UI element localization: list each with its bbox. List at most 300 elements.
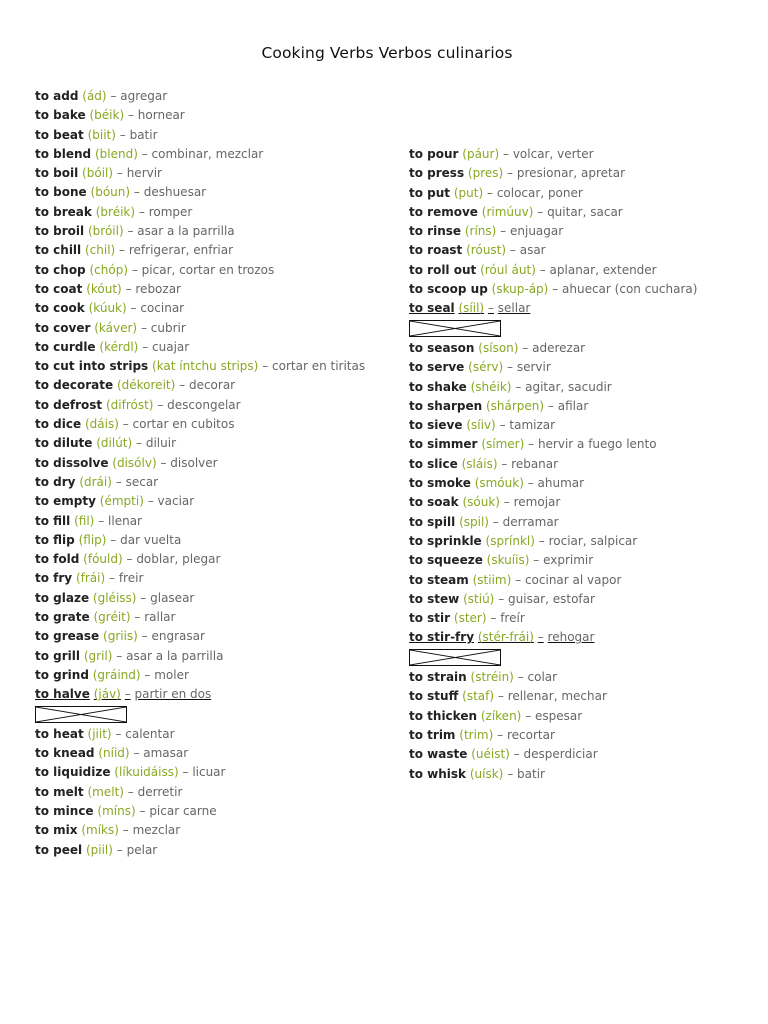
separator-dash: – <box>140 590 147 605</box>
separator-dash: – <box>119 127 126 142</box>
verb-term: to mix <box>35 823 78 838</box>
verb-term: to chop <box>35 262 86 277</box>
verb-pronunciation: (piil) <box>85 842 113 857</box>
verb-entry <box>35 145 365 164</box>
verb-term: to beat <box>35 127 84 142</box>
verb-translation: partir en dos <box>134 687 212 702</box>
verb-pronunciation: (dáis) <box>84 417 119 432</box>
verb-translation: guisar, estofar <box>508 591 595 606</box>
verb-term: to pour <box>409 147 459 161</box>
verb-entry <box>35 783 365 802</box>
separator-dash: – <box>133 746 140 761</box>
verb-term: to grill <box>35 648 81 663</box>
verb-term: to dice <box>35 417 82 432</box>
verb-entry <box>35 744 365 763</box>
verb-entry <box>409 609 697 628</box>
verb-entry <box>409 145 697 164</box>
verb-translation: combinar, mezclar <box>151 146 264 161</box>
verb-translation: rociar, salpicar <box>548 533 638 548</box>
verb-translation: agitar, sacudir <box>525 379 612 394</box>
separator-dash: – <box>497 727 504 742</box>
verb-pronunciation: (disólv) <box>112 455 157 470</box>
verb-entry <box>35 106 365 125</box>
verb-term: to whisk <box>409 766 467 781</box>
image-placeholder <box>409 320 697 339</box>
verb-entry <box>409 203 697 222</box>
verb-term: to blend <box>35 146 92 161</box>
verb-entry <box>409 745 697 764</box>
verb-term: to flip <box>35 532 75 547</box>
verb-term: to stir-fry <box>409 630 475 645</box>
verb-translation: asar a la parrilla <box>126 648 224 663</box>
verb-entry <box>35 280 365 299</box>
separator-dash: – <box>538 533 545 548</box>
separator-dash: – <box>122 823 129 838</box>
verb-pronunciation: (fóuld) <box>83 552 123 567</box>
separator-dash: – <box>124 687 131 702</box>
verb-translation: cuajar <box>152 339 190 354</box>
verb-translation: descongelar <box>167 397 241 412</box>
verb-term: to scoop up <box>409 282 488 297</box>
verb-translation: rebozar <box>135 281 181 296</box>
verb-term: to seal <box>409 301 455 316</box>
separator-dash: – <box>130 301 137 316</box>
verb-pronunciation: (kúuk) <box>88 301 127 316</box>
verb-term: to smoke <box>409 476 471 491</box>
verb-term: to simmer <box>409 437 478 452</box>
separator-dash: – <box>513 747 520 762</box>
separator-dash: – <box>116 842 123 857</box>
verb-term: to dilute <box>35 436 93 451</box>
separator-dash: – <box>116 648 123 663</box>
verb-translation: freir <box>118 571 144 586</box>
separator-dash: – <box>499 418 506 433</box>
verb-pronunciation: (káver) <box>94 320 138 335</box>
verb-term: to grind <box>35 667 89 682</box>
verb-entry <box>35 647 365 666</box>
verb-term: to roast <box>409 243 463 258</box>
verb-entry <box>409 590 697 609</box>
verb-term: to empty <box>35 494 96 509</box>
verb-translation: dar vuelta <box>120 532 182 547</box>
verb-entry <box>35 415 365 434</box>
verb-pronunciation: (páur) <box>462 147 500 161</box>
verb-term: to trim <box>409 727 456 742</box>
verb-term: to stew <box>409 591 460 606</box>
verb-translation: recortar <box>506 727 555 742</box>
verb-translation: calentar <box>125 726 175 741</box>
verb-entry <box>35 164 365 183</box>
separator-dash: – <box>503 495 510 510</box>
verb-pronunciation: (síil) <box>458 301 485 316</box>
verb-entry <box>409 397 697 416</box>
separator-dash: – <box>138 204 145 219</box>
verb-entry <box>409 358 697 377</box>
verb-entry <box>409 493 697 512</box>
verb-term: to fry <box>35 571 73 586</box>
verb-term: to strain <box>409 670 467 685</box>
separator-dash: – <box>119 243 126 258</box>
verb-pronunciation: (bréik) <box>95 204 136 219</box>
separator-dash: – <box>486 185 493 200</box>
verb-pronunciation: (griis) <box>103 629 138 644</box>
verb-translation: cocinar <box>140 301 185 316</box>
separator-dash: – <box>140 320 147 335</box>
verb-pronunciation: (zíken) <box>480 708 522 723</box>
separator-dash: – <box>136 436 143 451</box>
verb-pronunciation: (blend) <box>94 146 138 161</box>
verb-pronunciation: (sláis) <box>461 456 498 471</box>
separator-dash: – <box>131 262 138 277</box>
separator-dash: – <box>527 476 534 491</box>
verb-pronunciation: (bóun) <box>90 185 131 200</box>
verb-entry <box>35 666 365 685</box>
separator-dash: – <box>141 146 148 161</box>
verb-translation: diluir <box>145 436 177 451</box>
verb-translation: presionar, apretar <box>516 166 626 181</box>
verb-translation: hervir a fuego lento <box>537 437 657 452</box>
verb-translation: hervir <box>126 166 162 181</box>
verb-pronunciation: (sérv) <box>468 360 504 375</box>
verb-entry <box>409 164 697 183</box>
verb-entry <box>409 668 697 687</box>
separator-dash: – <box>116 166 123 181</box>
verb-pronunciation: (gléiss) <box>92 590 137 605</box>
verb-term: to sieve <box>409 418 463 433</box>
verb-entry <box>409 474 697 493</box>
verb-translation: romper <box>148 204 193 219</box>
separator-dash: – <box>141 629 148 644</box>
verb-entry <box>35 261 365 280</box>
verb-term: to mince <box>35 803 94 818</box>
verb-pronunciation: (bróil) <box>87 224 124 239</box>
separator-dash: – <box>110 89 117 103</box>
verb-pronunciation: (fil) <box>74 513 95 528</box>
separator-dash: – <box>492 514 499 529</box>
separator-dash: – <box>497 689 504 704</box>
verb-term: to steam <box>409 572 469 587</box>
verb-entry <box>409 435 697 454</box>
verb-pronunciation: (stréin) <box>470 670 514 685</box>
verb-term: to defrost <box>35 397 103 412</box>
verb-pronunciation: (bóil) <box>82 166 114 181</box>
image-placeholder <box>35 706 365 725</box>
verb-pronunciation: (spil) <box>459 514 489 529</box>
separator-dash: – <box>552 282 559 297</box>
verb-term: to slice <box>409 456 458 471</box>
verb-entry <box>35 376 365 395</box>
broken-image-icon <box>35 706 127 723</box>
separator-dash: – <box>122 417 129 432</box>
verb-term: to heat <box>35 726 84 741</box>
verb-translation: picar, cortar en trozos <box>141 262 275 277</box>
verb-translation: cocinar al vapor <box>524 572 622 587</box>
verb-term: to bone <box>35 185 87 200</box>
verb-pronunciation: (rimúuv) <box>481 204 534 219</box>
separator-dash: – <box>127 784 134 799</box>
verb-pronunciation: (émpti) <box>99 494 144 509</box>
separator-dash: – <box>262 359 269 374</box>
verb-translation: freír <box>500 611 525 626</box>
verb-term: to rinse <box>409 224 462 239</box>
verb-translation: asar a la parrilla <box>137 224 235 239</box>
separator-dash: – <box>501 456 508 471</box>
verb-entry <box>35 531 365 550</box>
verb-entry <box>35 763 365 782</box>
separator-dash: – <box>533 553 540 568</box>
verb-term: to dry <box>35 474 76 489</box>
verb-translation: espesar <box>535 708 583 723</box>
verb-translation: enjuagar <box>510 224 564 239</box>
separator-dash: – <box>525 708 532 723</box>
verb-entry <box>35 454 365 473</box>
verb-translation: colocar, poner <box>496 185 583 200</box>
separator-dash: – <box>142 339 149 354</box>
verb-term: to break <box>35 204 92 219</box>
verb-term: to squeeze <box>409 553 483 568</box>
separator-dash: – <box>537 204 544 219</box>
verb-translation: derretir <box>137 784 183 799</box>
verb-translation: afilar <box>557 398 589 413</box>
verb-entry <box>35 183 365 202</box>
verb-pronunciation: (shéik) <box>470 379 512 394</box>
verb-pronunciation: (put) <box>453 185 484 200</box>
verb-entry <box>35 725 365 744</box>
verb-term: to grease <box>35 629 100 644</box>
verb-pronunciation: (jiit) <box>87 726 112 741</box>
verb-entry <box>35 550 365 569</box>
verb-pronunciation: (skup-áp) <box>491 282 549 297</box>
verb-entry <box>35 396 365 415</box>
broken-image-icon <box>409 649 501 666</box>
verb-translation: pelar <box>126 842 158 857</box>
verb-pronunciation: (kérdl) <box>99 339 139 354</box>
verb-entry <box>409 765 697 784</box>
separator-dash: – <box>182 765 189 780</box>
verb-term: to sharpen <box>409 398 483 413</box>
verb-term: to cover <box>35 320 91 335</box>
separator-dash: – <box>515 572 522 587</box>
separator-dash: – <box>147 494 154 509</box>
verb-term: to curdle <box>35 339 96 354</box>
verb-term: to decorate <box>35 378 114 393</box>
verb-term: to soak <box>409 495 459 510</box>
separator-dash: – <box>160 455 167 470</box>
verb-term: to halve <box>35 687 90 702</box>
verb-term: to cook <box>35 301 85 316</box>
verb-term: to shake <box>409 379 467 394</box>
verb-pronunciation: (frái) <box>75 571 106 586</box>
verb-translation: asar <box>519 243 546 258</box>
verb-translation: refrigerar, enfriar <box>128 243 234 258</box>
separator-dash: – <box>127 108 134 123</box>
verb-entry <box>35 319 365 338</box>
separator-dash: – <box>127 224 134 239</box>
verb-entry <box>409 280 697 299</box>
verb-term: to melt <box>35 784 84 799</box>
verb-pronunciation: (pres) <box>467 166 504 181</box>
verb-translation: agregar <box>120 89 168 103</box>
verb-entry <box>409 241 697 260</box>
separator-dash: – <box>517 670 524 685</box>
verb-term: to press <box>409 166 465 181</box>
verb-pronunciation: (gril) <box>83 648 113 663</box>
separator-dash: – <box>487 301 494 316</box>
separator-dash: – <box>539 262 546 277</box>
verb-pronunciation: (sprínkl) <box>485 533 535 548</box>
verb-term: to sprinkle <box>409 533 482 548</box>
verb-translation: desperdiciar <box>523 747 598 762</box>
verb-entry <box>409 571 697 590</box>
verb-translation: llenar <box>108 513 142 528</box>
verb-term: to liquidize <box>35 765 111 780</box>
verb-pronunciation: (dékoreit) <box>116 378 176 393</box>
verb-term: to add <box>35 89 79 103</box>
verb-pronunciation: (uísk) <box>469 766 504 781</box>
verb-translation: cubrir <box>150 320 186 335</box>
verb-pronunciation: (drái) <box>79 474 112 489</box>
separator-dash: – <box>179 378 186 393</box>
verb-entry <box>35 841 365 860</box>
verb-pronunciation: (chil) <box>84 243 116 258</box>
verb-entry <box>35 87 365 106</box>
verb-entry <box>35 627 365 646</box>
verb-translation: moler <box>154 667 189 682</box>
verb-pronunciation: (gráind) <box>92 667 141 682</box>
separator-dash: – <box>507 360 514 375</box>
verb-entry <box>35 338 365 357</box>
verb-entry <box>35 434 365 453</box>
separator-dash: – <box>509 243 516 258</box>
verb-pronunciation: (róust) <box>466 243 507 258</box>
verb-entry <box>409 628 697 647</box>
verb-pronunciation: (béik) <box>89 108 125 123</box>
verb-translation: engrasar <box>151 629 205 644</box>
verb-list-right <box>409 145 697 784</box>
verb-entry <box>409 551 697 570</box>
verb-translation: tamizar <box>509 418 556 433</box>
page-title: Cooking Verbs Verbos culinarios <box>261 44 513 62</box>
verb-entry <box>409 532 697 551</box>
verb-translation: aplanar, extender <box>549 262 657 277</box>
verb-pronunciation: (ríns) <box>464 224 497 239</box>
verb-term: to stir <box>409 611 451 626</box>
verb-translation: batir <box>517 766 545 781</box>
separator-dash: – <box>528 437 535 452</box>
verb-pronunciation: (uéist) <box>471 747 510 762</box>
verb-translation: disolver <box>170 455 218 470</box>
verb-term: to fold <box>35 552 80 567</box>
separator-dash: – <box>126 552 133 567</box>
verb-entry <box>409 455 697 474</box>
verb-term: to thicken <box>409 708 478 723</box>
separator-dash: – <box>502 147 509 161</box>
verb-term: to cut into strips <box>35 359 149 374</box>
verb-pronunciation: (jáv) <box>93 687 121 702</box>
separator-dash: – <box>507 166 514 181</box>
verb-translation: volcar, verter <box>512 147 594 161</box>
verb-term: to put <box>409 185 451 200</box>
separator-dash: – <box>498 591 505 606</box>
verb-translation: exprimir <box>543 553 594 568</box>
verb-term: to knead <box>35 746 95 761</box>
verb-pronunciation: (míks) <box>81 823 119 838</box>
verb-pronunciation: (gréit) <box>93 610 131 625</box>
verb-translation: ahumar <box>537 476 585 491</box>
verb-pronunciation: (líkuidáiss) <box>114 765 179 780</box>
verb-term: to glaze <box>35 590 90 605</box>
verb-term: to fill <box>35 513 71 528</box>
separator-dash: – <box>139 803 146 818</box>
verb-term: to stuff <box>409 689 459 704</box>
verb-pronunciation: (ád) <box>82 89 107 103</box>
verb-pronunciation: (níid) <box>98 746 130 761</box>
verb-translation: glasear <box>150 590 195 605</box>
verb-translation: remojar <box>513 495 561 510</box>
verb-translation: colar <box>527 670 558 685</box>
separator-dash: – <box>144 667 151 682</box>
verb-pronunciation: (difróst) <box>105 397 154 412</box>
verb-term: to remove <box>409 204 478 219</box>
verb-term: to dissolve <box>35 455 109 470</box>
verb-translation: picar carne <box>149 803 217 818</box>
verb-pronunciation: (róul áut) <box>480 262 536 277</box>
verb-translation: deshuesar <box>143 185 207 200</box>
verb-entry <box>409 184 697 203</box>
verb-entry <box>35 299 365 318</box>
verb-entry <box>409 222 697 241</box>
separator-dash: – <box>110 532 117 547</box>
verb-pronunciation: (síiv) <box>466 418 496 433</box>
verb-entry <box>409 299 697 318</box>
verb-pronunciation: (ster) <box>453 611 487 626</box>
verb-pronunciation: (síson) <box>478 340 519 355</box>
verb-entry <box>35 802 365 821</box>
separator-dash: – <box>515 379 522 394</box>
separator-dash: – <box>537 630 544 645</box>
broken-image-icon <box>409 320 501 337</box>
verb-term: to boil <box>35 166 79 181</box>
verb-entry <box>35 357 365 376</box>
verb-entry <box>35 492 365 511</box>
verb-translation: cortar en cubitos <box>132 417 235 432</box>
verb-entry <box>35 241 365 260</box>
verb-translation: batir <box>129 127 158 142</box>
verb-pronunciation: (símer) <box>481 437 525 452</box>
verb-entry <box>409 707 697 726</box>
verb-translation: quitar, sacar <box>547 204 623 219</box>
verb-term: to waste <box>409 747 468 762</box>
verb-translation: vaciar <box>157 494 195 509</box>
verb-pronunciation: (staf) <box>462 689 495 704</box>
verb-pronunciation: (dilút) <box>96 436 133 451</box>
verb-pronunciation: (trim) <box>459 727 494 742</box>
verb-term: to peel <box>35 842 83 857</box>
verb-pronunciation: (stiim) <box>472 572 512 587</box>
separator-dash: – <box>115 726 122 741</box>
separator-dash: – <box>115 474 122 489</box>
verb-entry <box>409 726 697 745</box>
verb-pronunciation: (kóut) <box>86 281 122 296</box>
verb-entry <box>409 261 697 280</box>
separator-dash: – <box>157 397 164 412</box>
verb-term: to serve <box>409 360 465 375</box>
verb-pronunciation: (stér-frái) <box>477 630 534 645</box>
verb-translation: rallar <box>144 610 176 625</box>
verb-list-left <box>35 87 365 860</box>
verb-term: to bake <box>35 108 86 123</box>
separator-dash: – <box>507 766 514 781</box>
